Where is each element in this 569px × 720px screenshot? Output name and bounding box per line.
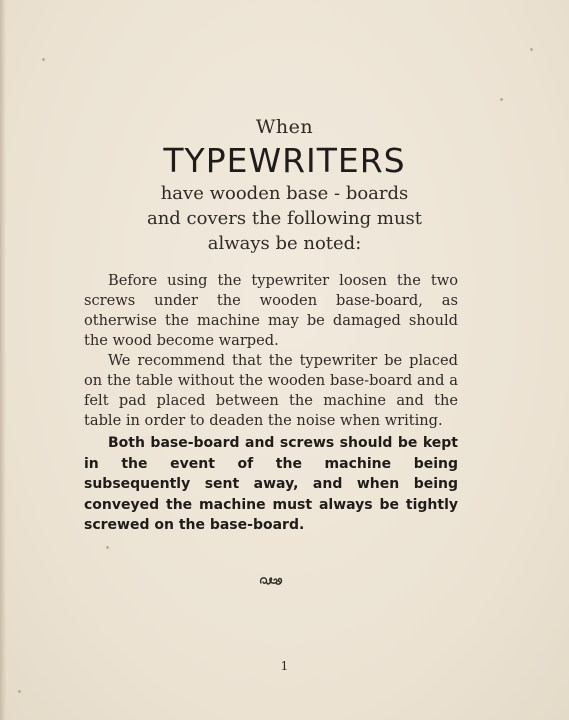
- heading-when: When: [255, 116, 314, 138]
- scroll-flourish-icon: [258, 574, 284, 588]
- paper-speck: [530, 48, 533, 51]
- paragraph-keep-base-board: Both base-board and screws should be kept in the event of the machine being subsequently sent away, and when being conveyed the machine must always be tightly screwed on the base-board.: [84, 435, 458, 533]
- paper-speck: [42, 58, 45, 61]
- page-number: 1: [280, 659, 289, 673]
- heading-line-1: have wooden base - boards: [160, 183, 409, 204]
- heading-line-2: and covers the following must: [146, 208, 423, 229]
- heading-title: TYPEWRITERS: [163, 141, 406, 180]
- heading-line-3: always be noted:: [207, 233, 362, 254]
- paper-speck: [18, 690, 21, 693]
- paper-speck: [500, 98, 503, 101]
- paragraph-loosen-screws: Before using the typewriter loosen the two screws under the wooden base-board, as otherwise the machine may be damaged should the wood become warped.: [84, 272, 458, 349]
- paragraph-felt-pad: We recommend that the typewriter be placed on the table without the wooden base-board and a felt pad placed between the machine and the table in order to deaden the noise when writing.: [84, 352, 458, 429]
- paper-speck: [106, 546, 109, 549]
- heading-subtitle: [0, 181, 569, 256]
